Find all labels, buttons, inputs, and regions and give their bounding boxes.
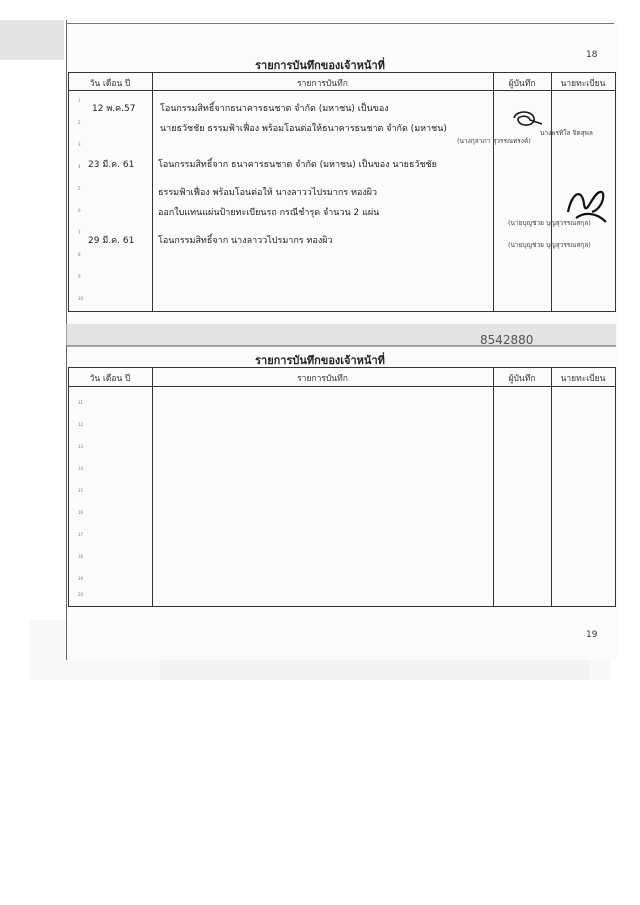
row-number: 18 <box>78 554 84 559</box>
entry-date: 29 มี.ค. 61 <box>88 236 135 246</box>
row-number: 1 <box>78 98 81 103</box>
row-number: 10 <box>78 296 84 301</box>
row-number: 7 <box>78 230 81 235</box>
section1-title: รายการบันทึกของเจ้าหน้าที่ <box>255 59 385 72</box>
registrar-signature <box>562 182 612 232</box>
page-number-top: 18 <box>586 50 598 60</box>
row-number: 12 <box>78 422 84 427</box>
header-date: วัน เดือน ปี <box>89 374 131 384</box>
entry-line: ธรรมฟ้าเฟื่อง พร้อมโอนต่อให้ นางลาววไปรมากร ทองผิว <box>158 188 378 198</box>
row-number: 6 <box>78 208 81 213</box>
header-entry: รายการบันทึก <box>297 79 348 89</box>
entry-line: นายธวัชชัย ธรรมฟ้าเฟื่อง พร้อมโอนต่อให้ธนาคารธนชาต จำกัด (มหาชน) <box>160 124 447 134</box>
recorder-name: (นางกุลาภา สุวรรณทรงค์) <box>457 137 531 145</box>
recorder-signature <box>508 108 548 132</box>
entry-line: โอนกรรมสิทธิ์จาก นางลาววไปรมากร ทองผิว <box>158 236 333 246</box>
row-number: 15 <box>78 488 84 493</box>
serial-number-fragment: 8542880 <box>480 333 534 347</box>
header-date: วัน เดือน ปี <box>89 79 131 89</box>
row-number: 9 <box>78 274 81 279</box>
header-registrar: นายทะเบียน <box>560 79 606 89</box>
registrar-name: นางพรทิใล จิตสุพล <box>540 129 593 137</box>
entry-date: 23 มี.ค. 61 <box>88 160 135 170</box>
row-number: 20 <box>78 592 84 597</box>
scan-shadow-strip <box>66 318 616 352</box>
row-number: 8 <box>78 252 81 257</box>
row-number: 4 <box>78 164 81 169</box>
page-number-bottom: 19 <box>586 630 598 640</box>
header-registrar: นายทะเบียน <box>560 374 606 384</box>
row-number: 5 <box>78 186 81 191</box>
entry-line: โอนกรรมสิทธิ์จากธนาคารธนชาต จำกัด (มหาชน) เป็นของ <box>160 104 389 114</box>
recorder-name: (นายบุญช่วย บุญสุวรรณสกุล) <box>508 219 591 227</box>
row-number: 17 <box>78 532 84 537</box>
section2-title: รายการบันทึกของเจ้าหน้าที่ <box>255 354 385 367</box>
row-number: 3 <box>78 142 81 147</box>
header-entry: รายการบันทึก <box>297 374 348 384</box>
row-number: 14 <box>78 466 84 471</box>
entry-line: โอนกรรมสิทธิ์จาก ธนาคารธนชาต จำกัด (มหาชน) เป็นของ นายธวัชชัย <box>158 160 437 170</box>
entry-line: ออกใบแทนแผ่นป้ายทะเบียนรถ กรณีชำรุด จำนวน 2 แผ่น <box>158 208 380 218</box>
row-number: 16 <box>78 510 84 515</box>
row-number: 11 <box>78 400 84 405</box>
entry-date: 12 พ.ค.57 <box>92 104 136 114</box>
row-number: 13 <box>78 444 84 449</box>
row-number: 19 <box>78 576 84 581</box>
section2-table <box>68 367 616 607</box>
header-recorder: ผู้บันทึก <box>508 374 536 384</box>
recorder-name: (นายบุญช่วย บุญสุวรรณสกุล) <box>508 241 591 249</box>
header-recorder: ผู้บันทึก <box>508 79 536 89</box>
row-number: 2 <box>78 120 81 125</box>
